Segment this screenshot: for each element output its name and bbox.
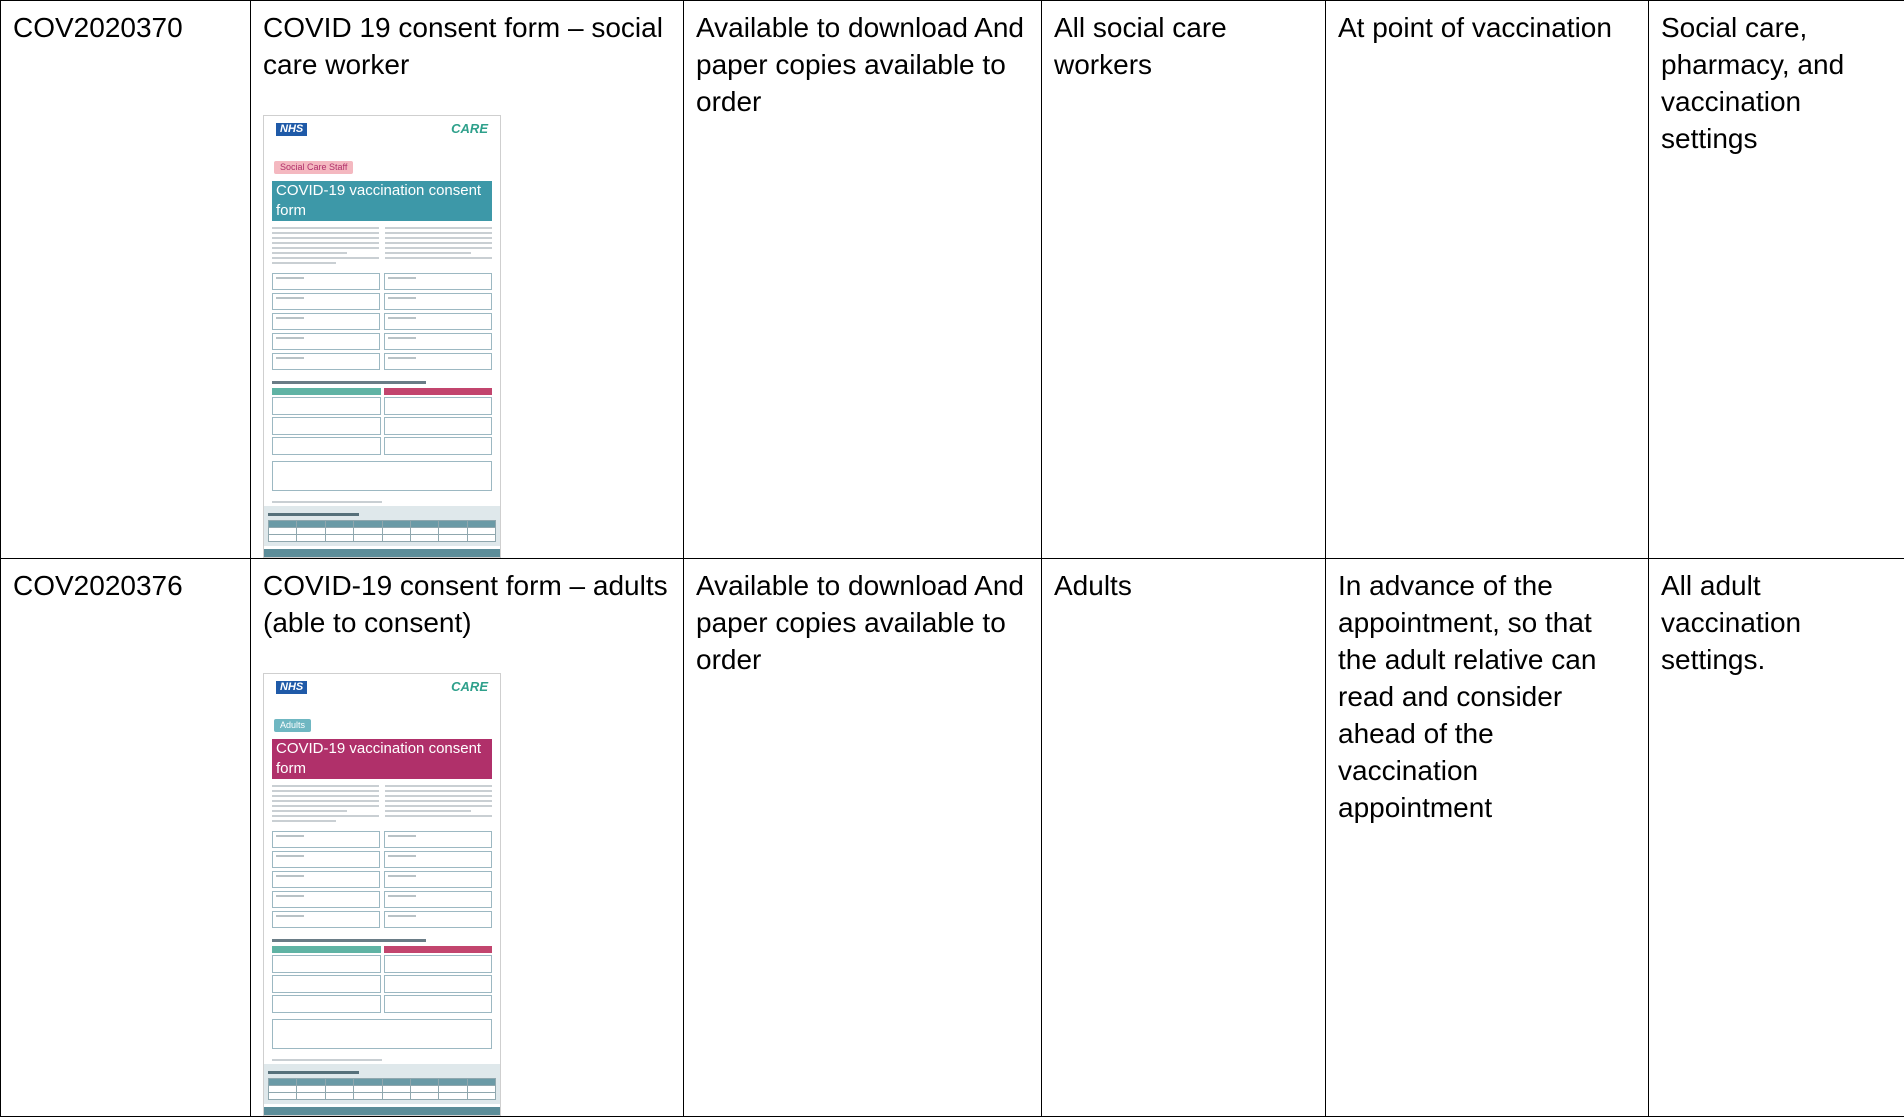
audience-text: All social care workers	[1054, 12, 1227, 80]
code-cell	[1, 559, 251, 1117]
product-title: COVID-19 consent form – adults (able to consent)	[263, 567, 671, 641]
when-text: At point of vaccination	[1338, 12, 1612, 43]
availability-text: Available to download And paper copies available to order	[696, 570, 1024, 675]
audience-cell	[1042, 559, 1326, 1117]
care-logo: CARE	[451, 680, 488, 694]
product-title: COVID 19 consent form – social care worker	[263, 9, 671, 83]
nhs-logo: NHS	[276, 123, 307, 136]
settings-text: All adult vaccination settings.	[1661, 570, 1801, 675]
office-use-panel	[264, 1064, 500, 1104]
title-cell	[251, 559, 684, 1117]
table-row	[1, 1, 1904, 559]
settings-cell	[1649, 1, 1904, 559]
when-cell	[1326, 559, 1649, 1117]
availability-cell	[684, 1, 1042, 559]
when-text: In advance of the appointment, so that the adult relative can read and consider ahead of the vaccination appointment	[1338, 570, 1596, 823]
thumbnail-title: COVID-19 vaccination consent form	[272, 181, 492, 221]
availability-cell	[684, 559, 1042, 1117]
settings-cell	[1649, 559, 1904, 1117]
code-cell	[1, 1, 251, 559]
form-thumbnail	[263, 673, 501, 1116]
table-row	[1, 559, 1904, 1117]
audience-text: Adults	[1054, 570, 1132, 601]
thumbnail-body	[272, 782, 492, 1061]
thumbnail-tag: Adults	[274, 719, 311, 732]
thumbnail-title: COVID-19 vaccination consent form	[272, 739, 492, 779]
title-cell	[251, 1, 684, 559]
settings-text: Social care, pharmacy, and vaccination settings	[1661, 12, 1844, 154]
product-code: COV2020370	[13, 12, 183, 43]
thumbnail-tag: Social Care Staff	[274, 161, 353, 174]
thumbnail-body	[272, 224, 492, 503]
form-thumbnail	[263, 115, 501, 558]
office-use-panel	[264, 506, 500, 546]
product-code: COV2020376	[13, 570, 183, 601]
availability-text: Available to download And paper copies available to order	[696, 12, 1024, 117]
audience-cell	[1042, 1, 1326, 559]
nhs-logo: NHS	[276, 681, 307, 694]
when-cell	[1326, 1, 1649, 559]
care-logo: CARE	[451, 122, 488, 136]
